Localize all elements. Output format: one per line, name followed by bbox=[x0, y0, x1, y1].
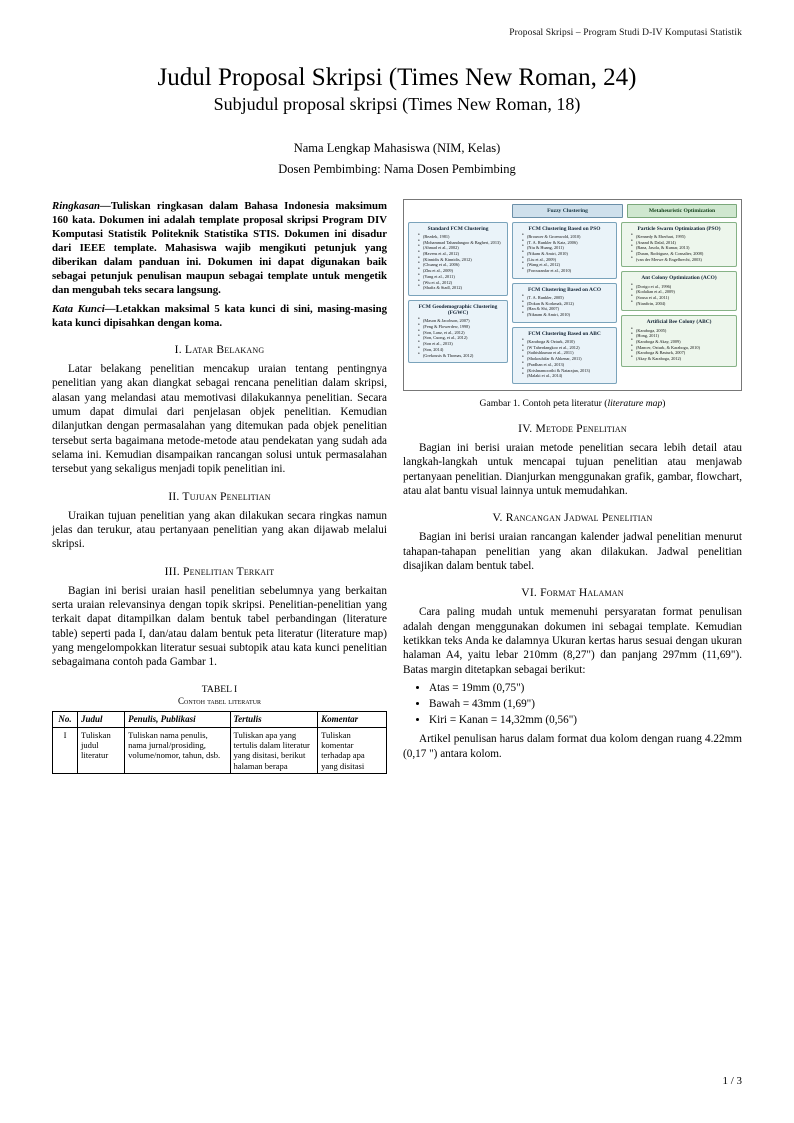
section-body-4: Bagian ini berisi uraian metode penelitian secara lebih detail atau langkah-langkah untuk mencapai tujuan penelitian atau menjawab pertanyaan penelitian. Dianjurkan menggunakan grafik, gambar, flowchart, atau alat bantu visual lainnya untuk memudahkan. bbox=[403, 441, 742, 497]
ref-item: • (Sousa et al., 2011) bbox=[632, 295, 733, 301]
figure-group-fcm-pso bbox=[512, 222, 617, 279]
ref-item: • (Forouzanfar et al., 2010) bbox=[523, 268, 613, 274]
ref-item: • (Sathishkumar et al., 2011) bbox=[523, 350, 613, 356]
ref-item: • (Wu et al., 2012) bbox=[419, 280, 504, 286]
abstract-body: Tuliskan ringkasan dalam Bahasa Indonesia maksimum 160 kata. Dokumen ini adalah template proposal skripsi Program DIV Komputasi Statistik Politeknik Statistika STIS. Dokumen ini disadur dari IEEE template. Mahasiswa wajib mengikuti petunjuk yang diberikan dalam panduan ini. Dokumen ini dapat digunakan baik sebagai petunjuk penulisan maupun sebagai template untuk mengetik dan mengubah teks secara langsung. bbox=[52, 199, 387, 296]
ref-item: • (T. A. Runkler, 2005) bbox=[523, 295, 613, 301]
keywords bbox=[52, 302, 387, 330]
page-number: 1 / 3 bbox=[722, 1075, 742, 1087]
cell-tertulis: Tuliskan apa yang tertulis dalam literatur yang disitasi, berikut halaman berapa bbox=[230, 727, 318, 774]
ref-item: • (Brouwer & Groenwold, 2010) bbox=[523, 234, 613, 240]
figure-caption-suffix: ) bbox=[662, 397, 666, 409]
ref-item: • (Havens et al., 2012) bbox=[419, 251, 504, 257]
ref-item: • (Mason & Jacobson, 2007) bbox=[419, 318, 504, 324]
ref-item: • (Pradhan et al., 2013) bbox=[523, 362, 613, 368]
group-items bbox=[516, 295, 613, 318]
author-line: Nama Lengkap Mahasiswa (NIM, Kelas) bbox=[293, 140, 501, 155]
advisor-line: Dosen Pembimbing: Nama Dosen Pembimbing bbox=[278, 161, 516, 176]
margin-item: • Bawah = 43mm (1,69") bbox=[429, 697, 742, 712]
ref-item: • (Malaki et al., 2014) bbox=[523, 373, 613, 379]
section-body-3: Bagian ini berisi uraian hasil penelitian sebelumnya yang berkaitan serta uraian relevansinya dengan topik skripsi. Penelitian-penelitian yang terkait dapat ditampilkan dalam bentuk tabel perbandingan (literature table) seperti pada I, dan/atau dalam bentuk peta literatur (literature map) yang mengelompokkan literatur sesuai subtopik atau kata kunci penelitian sebagaimana contoh pada Gambar 1. bbox=[52, 584, 387, 669]
col-komentar: Komentar bbox=[318, 711, 387, 727]
group-items bbox=[412, 318, 504, 358]
keywords-body: Letakkan maksimal 5 kata kunci di sini, masing-masing kata kunci dipisahkan dengan koma. bbox=[52, 302, 387, 329]
ref-item: • (Son, Lanz, et al., 2012) bbox=[419, 330, 504, 336]
ref-item: • (W Taherdangkoo et al., 2012) bbox=[523, 345, 613, 351]
margin-item: • Atas = 19mm (0,75") bbox=[429, 681, 742, 696]
figure-group-pso bbox=[621, 222, 737, 268]
figure-caption-italic: literature map bbox=[607, 397, 663, 409]
ref-item: • (Mohammad Tahandangoo & Bagheri, 2013) bbox=[419, 240, 504, 246]
literature-table bbox=[52, 711, 387, 775]
figure-caption bbox=[403, 398, 742, 409]
ref-item: • (Feng & Flowerdew, 1998) bbox=[419, 324, 504, 330]
group-items bbox=[516, 234, 613, 274]
ref-item: • (Ahmad et al., 2002) bbox=[419, 245, 504, 251]
ref-item: • (Duran, Rodriguez, & Consalter, 2008) bbox=[632, 251, 733, 257]
left-column bbox=[52, 199, 387, 775]
figure-header-meta: Metaheuristic Optimization bbox=[627, 204, 737, 218]
ref-item: • (Kinnidis & Kinnidis, 2012) bbox=[419, 257, 504, 263]
ref-item: • (Chuang et al., 2006) bbox=[419, 262, 504, 268]
section-body-1: Latar belakang penelitian mencakup uraian tentang pentingnya penelitian yang akan diangkat sebagai rencana penelitian dalam skripsi, alasan yang melandasi atau memotivasi dilakukannya penelitian. Secara umum dapat dimulai dari penjelasan objek penelitian. Kemudian dilanjutkan dengan permasalahan yang ditemukan pada objek penelitian tersebut serta bagaimana metode-metode atau pendekatan yang sudah ada selama ini. Kemudian disampaikan rancangan solusi untuk permasalahan tersebut yang sekaligus menjadi topik penelitian ini. bbox=[52, 362, 387, 476]
figure-group-fgwc bbox=[408, 300, 508, 363]
section-body-6b: Artikel penulisan harus dalam format dua kolom dengan ruang 4.22mm (0,17 ") antara kolom. bbox=[403, 733, 742, 760]
section-heading-5: V. Rancangan Jadwal Penelitian bbox=[492, 511, 653, 525]
ref-item: • (Karaboga & Ozturk, 2010) bbox=[523, 339, 613, 345]
ref-item: • (Dokan & Korkmak, 2012) bbox=[523, 301, 613, 307]
group-title: FCM Clustering Based on PSO bbox=[528, 225, 601, 232]
cell-komentar: Tuliskan komentar terhadap apa yang disitasi bbox=[318, 727, 387, 774]
ref-item: • (Nikam & Amiri, 2010) bbox=[523, 251, 613, 257]
figure-group-fcm-abc bbox=[512, 327, 617, 384]
ref-item: • (Son, 2014) bbox=[419, 347, 504, 353]
ref-item: • (Bezdek, 1981) bbox=[419, 234, 504, 240]
ref-item: • (Niknam & Amiri, 2010) bbox=[523, 312, 613, 318]
figure-group-standard-fcm bbox=[408, 222, 508, 296]
group-title: Particle Swarm Optimization (PSO) bbox=[637, 225, 721, 232]
ref-item: • (Akay & Karaboga, 2012) bbox=[632, 356, 733, 362]
figure-group-aco bbox=[621, 271, 737, 311]
ref-item: • (T. A. Runkler & Katz, 2006) bbox=[523, 240, 613, 246]
ref-item: • (Nianfirin, 2004) bbox=[632, 301, 733, 307]
page-title: Judul Proposal Skripsi (Times New Roman, 24) bbox=[157, 64, 637, 91]
table-caption: Contoh tabel literatur bbox=[178, 695, 261, 706]
ref-item: • (Yang et al., 2011) bbox=[419, 274, 504, 280]
ref-item: • (Wang et al., 2012) bbox=[523, 262, 613, 268]
group-items bbox=[625, 328, 733, 362]
section-body-6a: Cara paling mudah untuk memenuhi persyaratan format penulisan adalah dengan menggunakan dokumen ini sebagai template. Kemudian ketikkan teks Anda ke dalamnya Ukuran kertas harus sesuai dengan ukuran halaman A4, yaitu lebar 210mm (8,27") dan panjang 297mm (11,69"). Batas margin ditetapkan sebagai berikut: bbox=[403, 606, 742, 676]
col-penulis: Penulis, Publikasi bbox=[125, 711, 230, 727]
right-column bbox=[403, 199, 742, 761]
ref-item: • (Son et al., 2013) bbox=[419, 341, 504, 347]
figure-caption-prefix: Gambar 1. Contoh peta literatur ( bbox=[479, 397, 608, 409]
ref-item: • (Karaboga, 2005) bbox=[632, 328, 733, 334]
section-heading-4: IV. Metode Penelitian bbox=[518, 421, 627, 435]
ref-item: • (Kennedy & Eberhart, 1995) bbox=[632, 234, 733, 240]
group-title: FCM Geodemographic Clustering (FGWC) bbox=[418, 303, 498, 317]
page-subtitle: Subjudul proposal skripsi (Times New Roman, 18) bbox=[213, 94, 581, 114]
ref-item: • (Liu et al., 2009) bbox=[523, 257, 613, 263]
ref-item: • (van der Merwe & Engelbrecht, 2003) bbox=[632, 257, 733, 263]
table-header-row bbox=[53, 711, 387, 727]
section-heading-3: III. Penelitian Terkait bbox=[164, 564, 275, 578]
figure-group-fcm-aco bbox=[512, 283, 617, 323]
figure-group-abc bbox=[621, 315, 737, 366]
ref-item: • (Han & Shi, 2007) bbox=[523, 306, 613, 312]
margin-item: • Kiri = Kanan = 14,32mm (0,56") bbox=[429, 713, 742, 728]
group-title: Ant Colony Optimization (ACO) bbox=[641, 275, 717, 282]
ref-item: • (Zhu et al., 2009) bbox=[419, 268, 504, 274]
cell-no: I bbox=[53, 727, 78, 774]
ref-item: • (Shokouhifar & Abkenar, 2011) bbox=[523, 356, 613, 362]
section-heading-2: II. Tujuan Penelitian bbox=[168, 489, 271, 503]
ref-item: • (Anand & Dalal, 2014) bbox=[632, 240, 733, 246]
margin-list bbox=[403, 681, 742, 728]
ref-item: • (Niu & Huang, 2011) bbox=[523, 245, 613, 251]
keywords-lead: Kata Kunci— bbox=[52, 302, 116, 315]
cell-penulis: Tuliskan nama penulis, nama jurnal/prosiding, volume/nomor, tahun, dsb. bbox=[125, 727, 230, 774]
group-title: Artificial Bee Colony (ABC) bbox=[646, 319, 712, 326]
abstract bbox=[52, 199, 387, 297]
group-items bbox=[625, 234, 733, 263]
group-title: FCM Clustering Based on ABC bbox=[528, 330, 601, 337]
ref-item: • (Krishnamoorthi & Natarajan, 2013) bbox=[523, 368, 613, 374]
table-number: TABEL I bbox=[201, 683, 238, 695]
ref-item: • (Grekousis & Thomas, 2012) bbox=[419, 353, 504, 359]
ref-item: • (Son, Cuong, et al., 2012) bbox=[419, 335, 504, 341]
ref-item: • (Karaboga & Basturk, 2007) bbox=[632, 350, 733, 356]
ref-item: • (Dorigo et al., 1996) bbox=[632, 284, 733, 290]
two-column-body bbox=[52, 199, 742, 775]
ref-item: • (Hong, 2011) bbox=[632, 333, 733, 339]
table-row bbox=[53, 727, 387, 774]
figure-header-fuzzy: Fuzzy Clustering bbox=[512, 204, 623, 218]
cell-judul: Tuliskan judul literatur bbox=[78, 727, 125, 774]
running-head: Proposal Skripsi – Program Studi D-IV Komputasi Statistik bbox=[509, 28, 742, 38]
abstract-lead: Ringkasan— bbox=[52, 199, 111, 212]
ref-item: • (Kodalian et al., 2009) bbox=[632, 289, 733, 295]
group-items bbox=[412, 234, 504, 291]
ref-item: • (Shafiz & Stadl, 2012) bbox=[419, 285, 504, 291]
section-body-2: Uraikan tujuan penelitian yang akan dilakukan secara ringkas namun jelas dan terukur, atau pertanyaan penelitian yang akan dijawab melalui skripsi. bbox=[52, 509, 387, 551]
ref-item: • (Karaboga & Akay, 2009) bbox=[632, 339, 733, 345]
group-title: FCM Clustering Based on ACO bbox=[527, 286, 602, 293]
group-items bbox=[625, 284, 733, 307]
group-title: Standard FCM Clustering bbox=[427, 225, 489, 232]
group-items bbox=[516, 339, 613, 379]
col-judul: Judul bbox=[78, 711, 125, 727]
literature-map-figure bbox=[403, 199, 742, 391]
col-tertulis: Tertulis bbox=[230, 711, 318, 727]
section-body-5: Bagian ini berisi uraian rancangan kalender jadwal penelitian menurut tahapan-tahapan penelitian yang akan dilakukan. Jadwal penelitian disajikan dalam bentuk tabel. bbox=[403, 531, 742, 572]
section-heading-6: VI. Format Halaman bbox=[521, 586, 624, 600]
section-heading-1: I. Latar Belakang bbox=[174, 342, 265, 356]
ref-item: • (Rana, Jasola, & Kumar, 2013) bbox=[632, 245, 733, 251]
ref-item: • (Mancer, Ozturk, & Karaboga, 2010) bbox=[632, 345, 733, 351]
col-no: No. bbox=[53, 711, 78, 727]
